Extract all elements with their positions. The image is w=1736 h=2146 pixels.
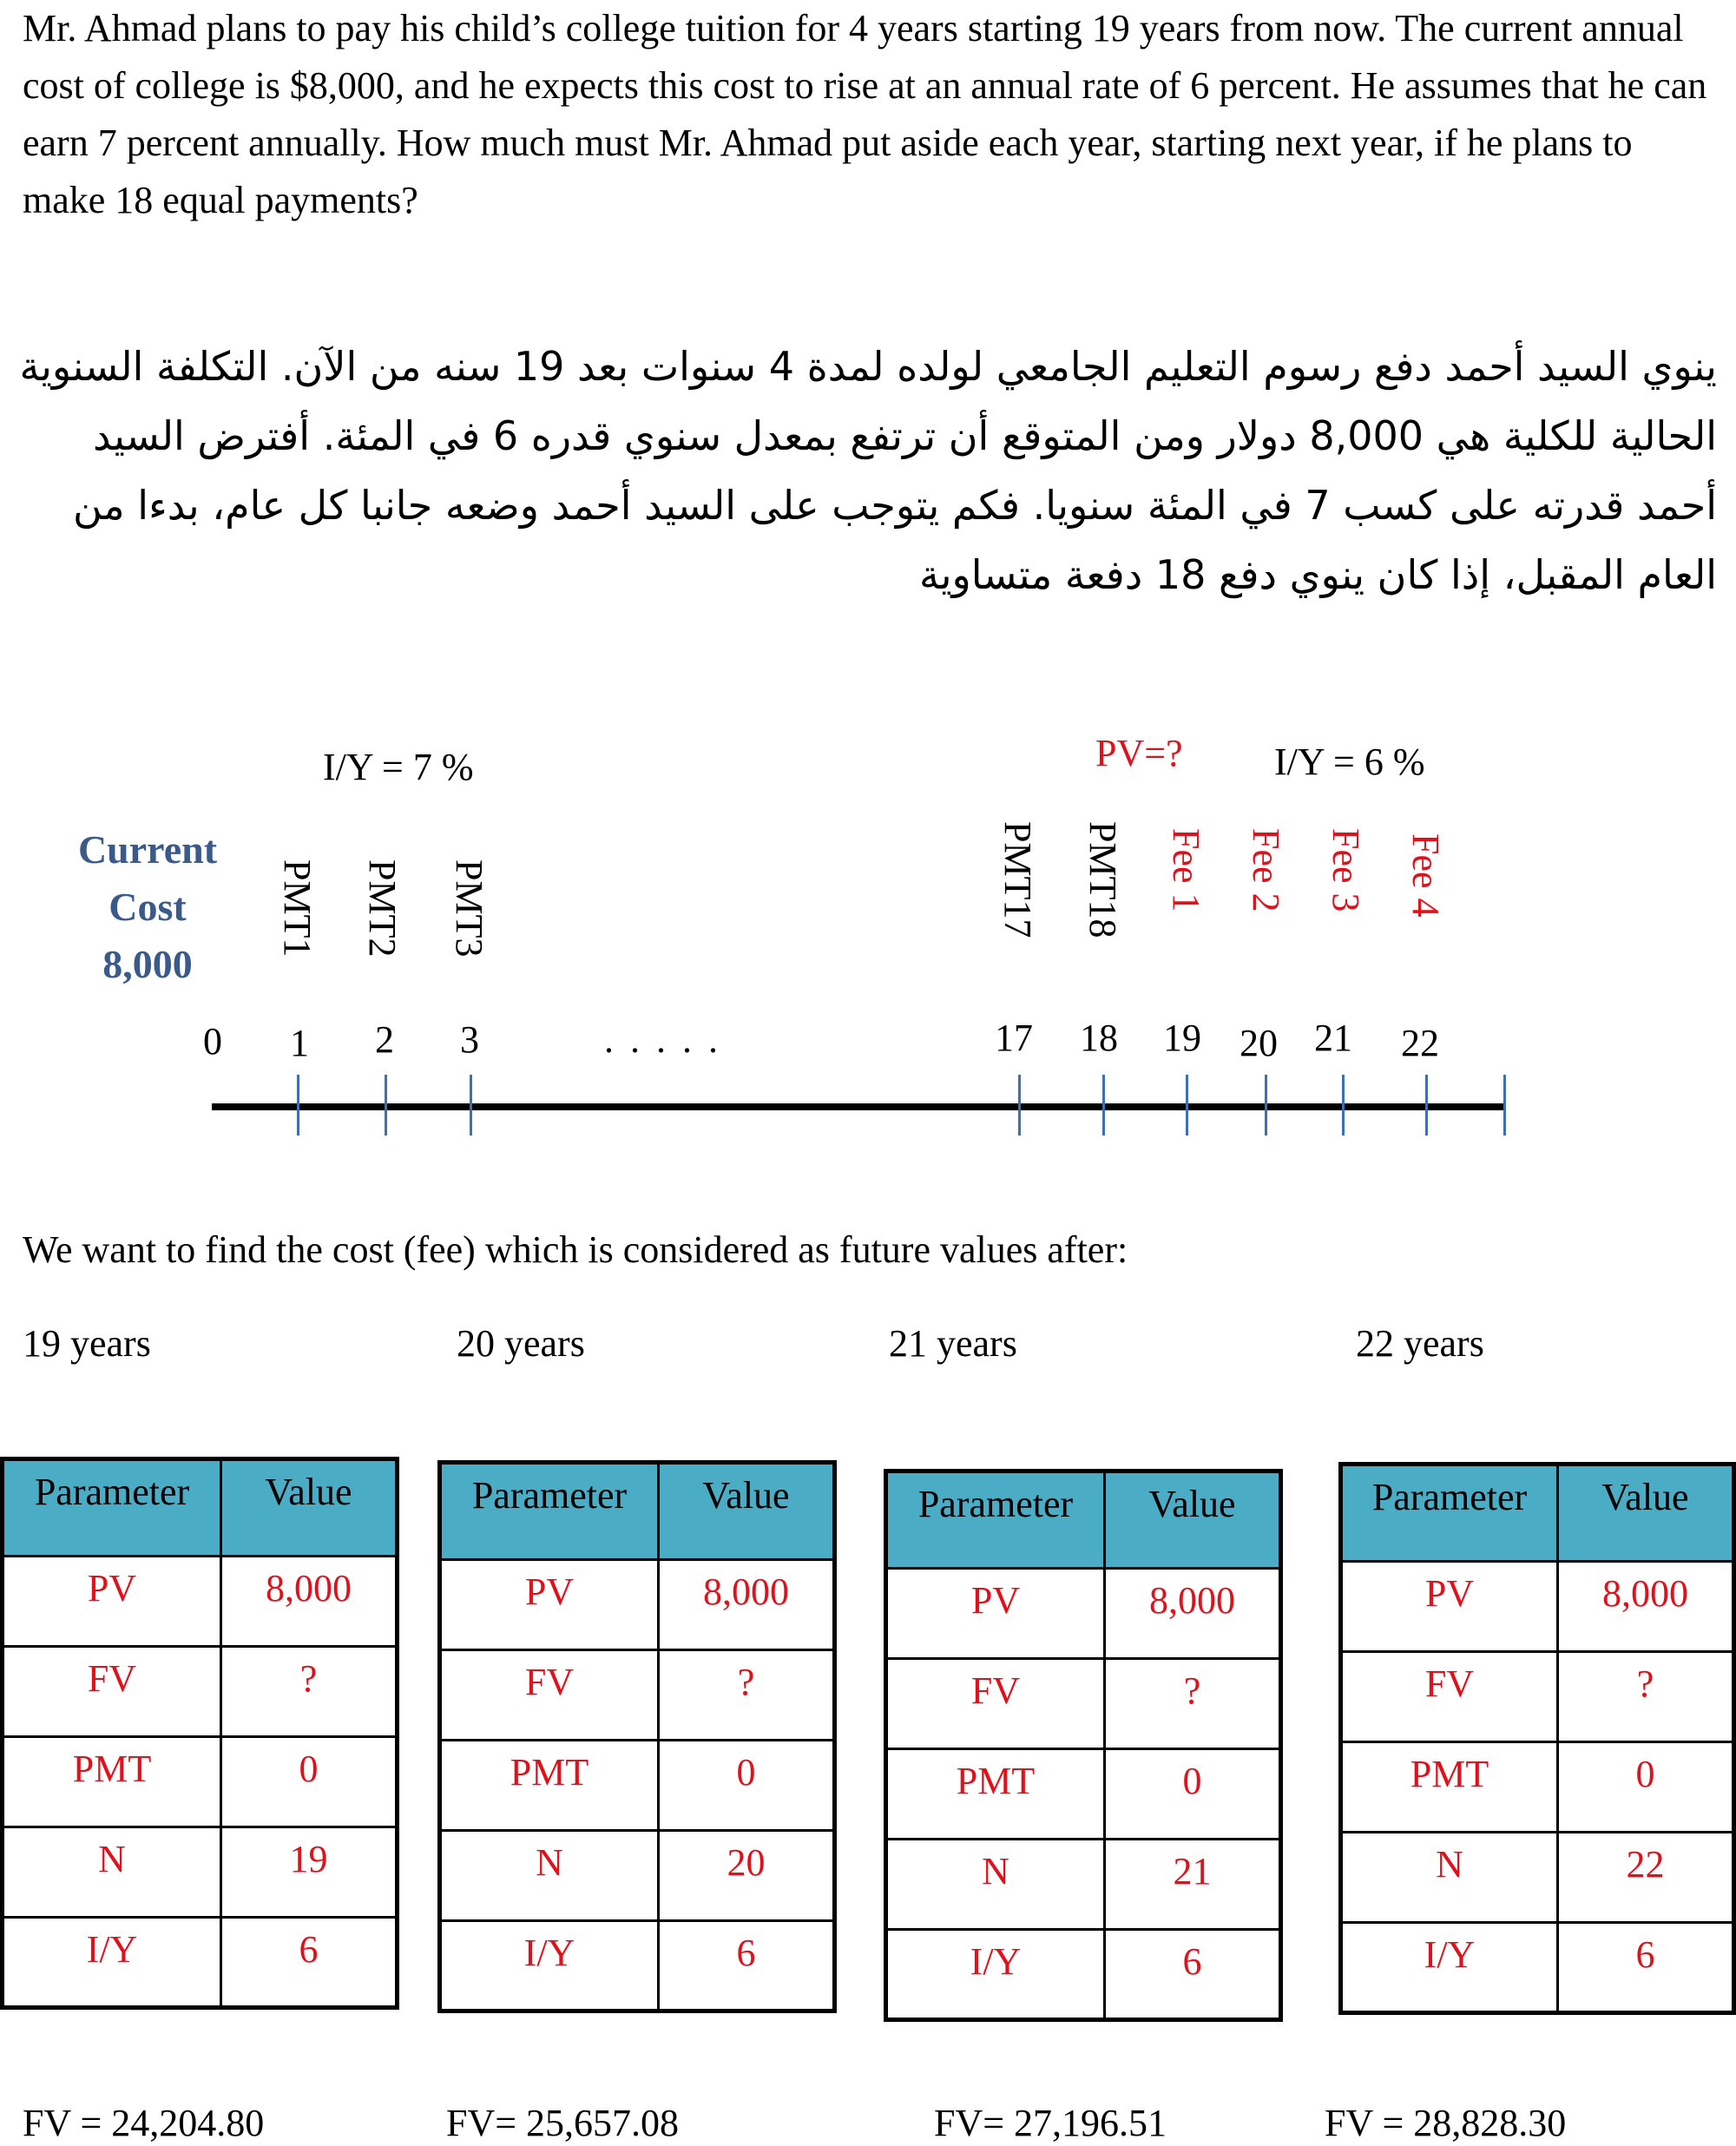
tick-number: 21: [1314, 1017, 1352, 1059]
param-value: ?: [1105, 1659, 1281, 1749]
param-name: N: [886, 1840, 1105, 1930]
payment-label: PMT1: [276, 859, 319, 958]
param-name: PV: [886, 1569, 1105, 1659]
period-label: 20 years: [457, 1322, 585, 1365]
fv-result: FV = 24,204.80: [23, 2102, 265, 2144]
header-value: Value: [221, 1459, 398, 1557]
header-value: Value: [1558, 1465, 1734, 1562]
timeline-tick: [1342, 1075, 1345, 1136]
param-value: 19: [221, 1827, 398, 1918]
rate-label-right: I/Y = 6 %: [1274, 741, 1425, 783]
timeline-tick: [1018, 1075, 1021, 1136]
timeline-tick: [1265, 1075, 1267, 1136]
param-value: 6: [221, 1918, 398, 2008]
param-value: 6: [1105, 1930, 1281, 2020]
param-name: PMT: [886, 1749, 1105, 1840]
tick-number: 3: [460, 1018, 479, 1061]
param-name: N: [1341, 1833, 1558, 1923]
param-name: I/Y: [1341, 1923, 1558, 2013]
param-name: PV: [1341, 1562, 1558, 1652]
tick-number: 19: [1163, 1017, 1201, 1059]
fee-label: Fee 2: [1245, 828, 1287, 912]
fee-label: Fee 1: [1165, 828, 1207, 912]
header-parameter: Parameter: [440, 1463, 659, 1560]
question-arabic: ينوي السيد أحمد دفع رسوم التعليم الجامعي لولده لمدة 4 سنوات بعد 19 سنه من الآن. التكلفة السنوية الحالية للكلية هي 8,000 دولار ومن المتوقع أن ترتفع بمعدل سنوي قدره 6 في المئة. أفترض السيد أحمد قدرته على كسب 7 في المئة سنويا. فكم يتوجب على السيد أحمد وضعه جانبا كل عام، بدءا من العام المقبل، إذا كان ينوي دفع 18 دفعة متساوية: [19, 343, 1717, 598]
parameter-table: [1338, 1462, 1736, 2015]
parameter-table: [884, 1469, 1283, 2022]
param-value: 0: [659, 1741, 835, 1831]
param-name: FV: [886, 1659, 1105, 1749]
current-cost-label: [52, 821, 243, 993]
timeline-tick: [1102, 1075, 1105, 1136]
timeline-tick: [1425, 1075, 1428, 1136]
period-label: 21 years: [889, 1322, 1017, 1365]
param-value: ?: [221, 1647, 398, 1737]
timeline-tick: [470, 1075, 472, 1136]
timeline-tick: [297, 1075, 299, 1136]
param-value: 0: [221, 1737, 398, 1827]
current-cost-line-1: Current: [77, 827, 218, 872]
tick-number: 18: [1080, 1017, 1118, 1059]
timeline-tick: [1503, 1075, 1506, 1136]
tick-number: 17: [995, 1017, 1033, 1059]
param-value: 8,000: [1105, 1569, 1281, 1659]
param-name: N: [3, 1827, 221, 1918]
param-name: I/Y: [3, 1918, 221, 2008]
tick-number: 20: [1240, 1022, 1278, 1064]
param-value: 6: [659, 1921, 835, 2011]
timeline-tick: [1186, 1075, 1188, 1136]
period-label: 19 years: [23, 1322, 151, 1365]
header-value: Value: [659, 1463, 835, 1560]
fee-label: Fee 3: [1325, 828, 1367, 912]
param-value: 0: [1105, 1749, 1281, 1840]
param-value: 0: [1558, 1742, 1734, 1833]
param-value: 6: [1558, 1923, 1734, 2013]
param-value: 22: [1558, 1833, 1734, 1923]
header-parameter: Parameter: [1341, 1465, 1558, 1562]
fv-result: FV= 25,657.08: [446, 2102, 680, 2144]
find-text: We want to find the cost (fee) which is considered as future values after:: [23, 1228, 1128, 1271]
tick-number: 1: [290, 1022, 309, 1064]
pv-label: PV=?: [1095, 732, 1183, 774]
header-value: Value: [1105, 1471, 1281, 1569]
parameter-table: [437, 1460, 837, 2013]
payment-label: PMT2: [361, 859, 404, 958]
param-name: PMT: [3, 1737, 221, 1827]
param-value: 8,000: [659, 1560, 835, 1650]
header-parameter: Parameter: [3, 1459, 221, 1557]
parameter-table: [0, 1457, 399, 2010]
param-value: 20: [659, 1831, 835, 1921]
tick-number: 2: [375, 1018, 394, 1061]
tick-number: 22: [1401, 1022, 1439, 1064]
param-value: 8,000: [1558, 1562, 1734, 1652]
param-value: ?: [659, 1650, 835, 1741]
fv-result: FV= 27,196.51: [934, 2102, 1167, 2144]
header-parameter: Parameter: [886, 1471, 1105, 1569]
payment-label: PMT3: [448, 859, 490, 958]
param-name: PV: [440, 1560, 659, 1650]
ellipsis: . . . . .: [604, 1018, 721, 1061]
tick-number: 0: [203, 1020, 222, 1063]
param-name: FV: [3, 1647, 221, 1737]
rate-label-left: I/Y = 7 %: [323, 746, 474, 788]
param-value: 8,000: [221, 1557, 398, 1647]
question-english: Mr. Ahmad plans to pay his child’s college tuition for 4 years starting 19 years from now. The current annual cost of college is $8,000, and he expects this cost to rise at an annual rate of 6 percent. He assumes that he can earn 7 percent annually. How much must Mr. Ahmad put aside each year, starting next year, if he plans to make 18 equal payments?: [23, 7, 1707, 221]
param-value: 21: [1105, 1840, 1281, 1930]
param-name: PV: [3, 1557, 221, 1647]
period-label: 22 years: [1356, 1322, 1484, 1365]
payment-label: PMT17: [996, 821, 1039, 938]
payment-label: PMT18: [1082, 821, 1124, 938]
current-cost-line-3: 8,000: [102, 942, 193, 986]
param-value: ?: [1558, 1652, 1734, 1742]
timeline-tick: [385, 1075, 387, 1136]
param-name: I/Y: [440, 1921, 659, 2011]
param-name: N: [440, 1831, 659, 1921]
fee-label: Fee 4: [1404, 833, 1447, 918]
current-cost-line-2: Cost: [108, 885, 187, 929]
param-name: PMT: [440, 1741, 659, 1831]
param-name: PMT: [1341, 1742, 1558, 1833]
fv-result: FV = 28,828.30: [1325, 2102, 1567, 2144]
timeline-axis: [212, 1103, 1505, 1110]
param-name: FV: [1341, 1652, 1558, 1742]
param-name: I/Y: [886, 1930, 1105, 2020]
param-name: FV: [440, 1650, 659, 1741]
